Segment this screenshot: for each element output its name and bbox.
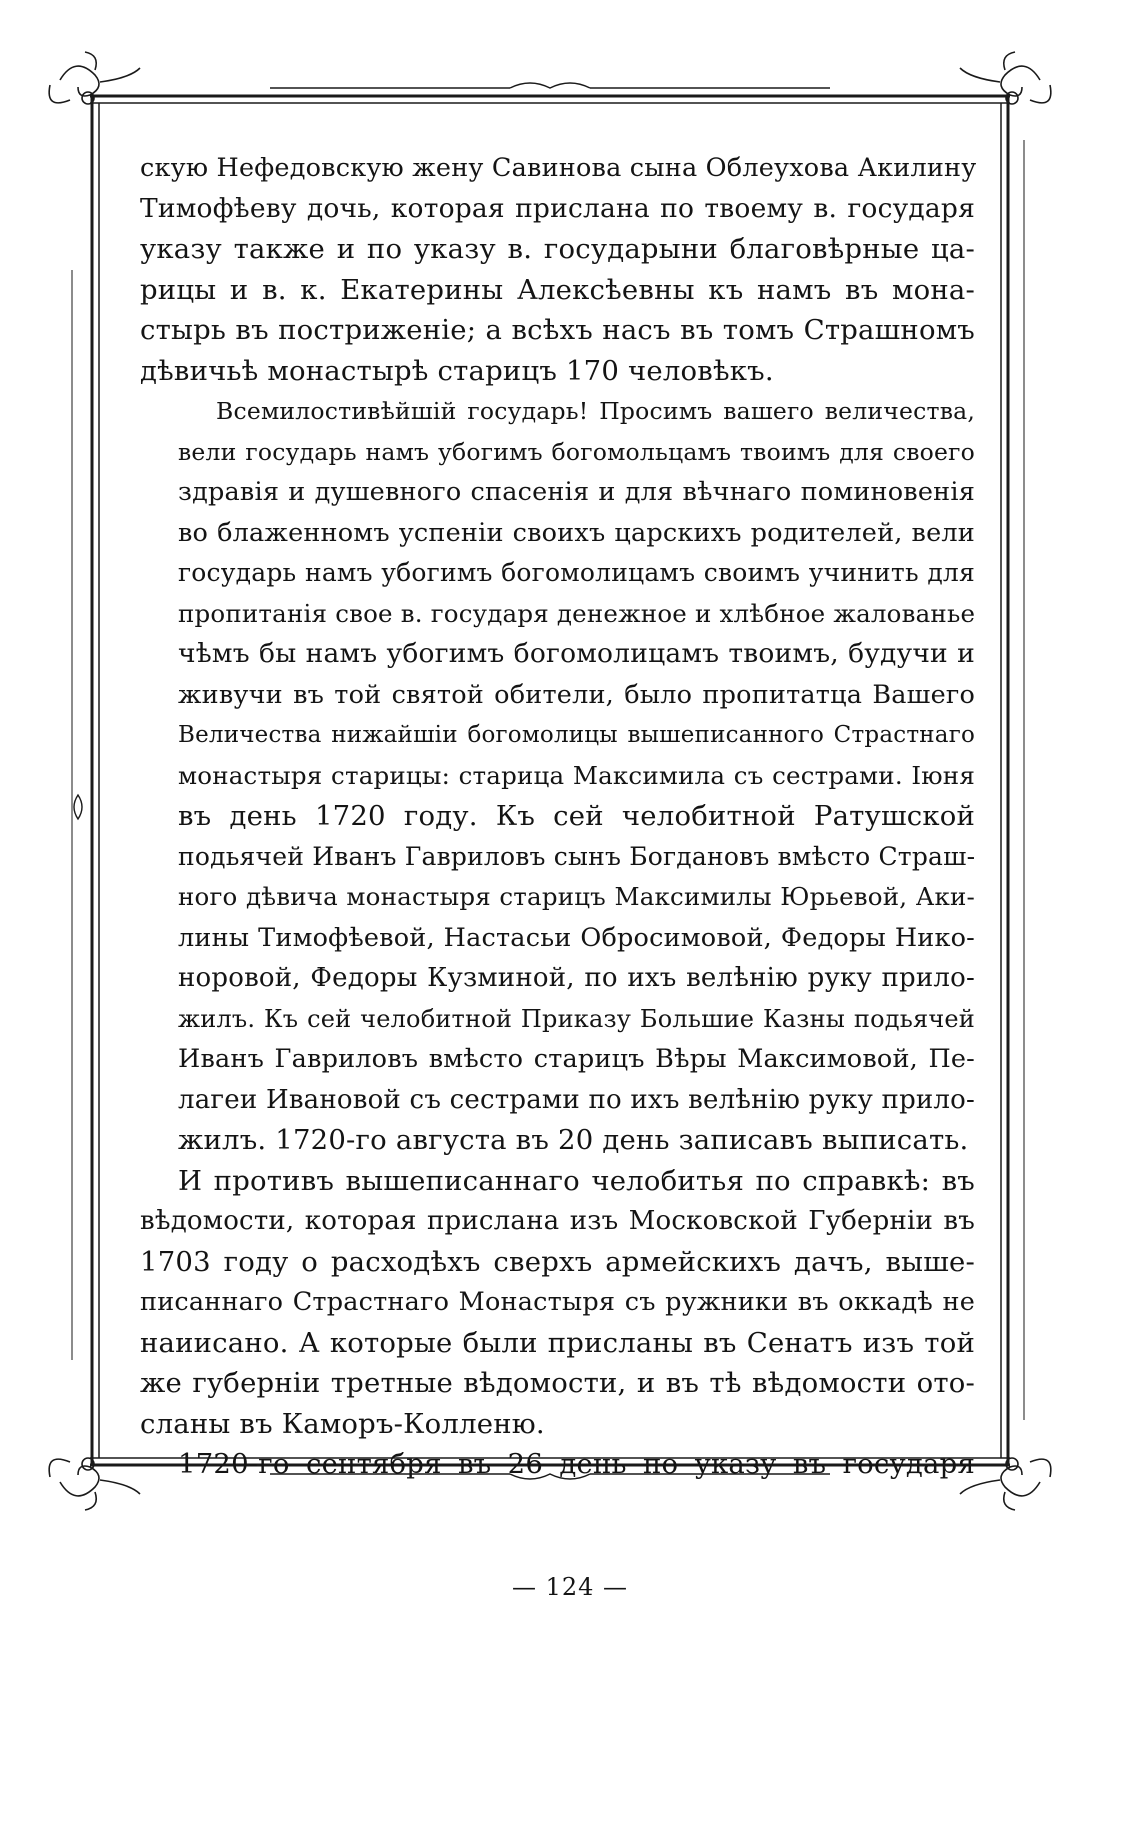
paragraph-1 xyxy=(140,148,975,391)
text-line: жилъ. Къ сей челобитной Приказу Большие Казны подьячей xyxy=(178,1004,975,1033)
text-line: жилъ. 1720-го августа въ 20 день записавъ выписать. xyxy=(178,1124,969,1156)
text-line: скую Нефедовскую жену Савинова сына Облеухова Акилину xyxy=(140,153,977,183)
text-line: Иванъ Гавриловъ вмѣсто старицъ Вѣры Максимовой, Пе- xyxy=(178,1044,975,1074)
text-line: сланы въ Каморъ-Колленю. xyxy=(140,1407,545,1440)
text-line: стырь въ постриженіе; а всѣхъ насъ въ томъ Страшномъ xyxy=(140,314,975,346)
text-line: 1720-го сентября въ 26 день по указу въ государя xyxy=(178,1448,975,1480)
text-line: живучи въ той святой обители, было пропитатца Вашего xyxy=(178,679,975,710)
text-line: во блаженномъ успеніи своихъ царскихъ родителей, вели xyxy=(178,517,975,548)
text-line: же губерніи третные вѣдомости, и въ тѣ вѣдомости ото- xyxy=(140,1367,975,1399)
text-line: норовой, Федоры Кузминой, по ихъ велѣнію руку прило- xyxy=(178,963,975,993)
text-line: рицы и в. к. Екатерины Алексѣевны къ намъ въ мона- xyxy=(140,273,975,306)
page-body-text xyxy=(140,148,975,1485)
text-line: въ день 1720 году. Къ сей челобитной Ратушской xyxy=(178,800,975,832)
text-line: указу также и по указу в. государыни благовѣрные ца- xyxy=(140,233,975,265)
text-line: И противъ вышеписаннаго челобитья по справкѣ: въ xyxy=(178,1164,975,1197)
text-line: лагеи Ивановой съ сестрами по ихъ велѣнію руку прило- xyxy=(178,1084,975,1115)
text-line: Величества нижайшіи богомолицы вышеписанного Страстнаго xyxy=(178,722,975,748)
text-line: Тимофѣеву дочь, которая прислана по твоему в. государя xyxy=(140,192,975,224)
text-line: вѣдомости, которая прислана изъ Московской Губерніи въ xyxy=(140,1206,975,1236)
paragraph-2 xyxy=(140,391,975,1161)
paragraph-4 xyxy=(140,1444,975,1485)
text-line: ного дѣвича монастыря старицъ Максимилы Юрьевой, Аки- xyxy=(178,882,975,911)
text-line: вели государь намъ убогимъ богомольцамъ твоимъ для своего xyxy=(178,437,975,466)
page-number: — 124 — xyxy=(511,1573,629,1601)
text-line: пропитанія свое в. государя денежное и хлѣбное жалованье xyxy=(178,598,976,628)
text-line: писаннаго Страстнаго Монастыря съ ружники въ оккадѣ не xyxy=(140,1287,975,1317)
text-line: 1703 году о расходѣхъ сверхъ армейскихъ дачъ, выше- xyxy=(140,1245,975,1278)
text-line: здравія и душевного спасенія и для вѣчнаго поминовенія xyxy=(178,477,975,507)
text-line: чѣмъ бы намъ убогимъ богомолицамъ твоимъ, будучи и xyxy=(178,638,975,669)
text-line: государь намъ убогимъ богомолицамъ своимъ учинить для xyxy=(178,558,975,587)
text-line: лины Тимофѣевой, Настасьи Обросимовой, Федоры Нико- xyxy=(178,922,975,953)
text-line: Всемилостивѣйшій государь! Просимъ вашего величества, xyxy=(216,397,975,425)
text-line: дѣвичьѣ монастырѣ старицъ 170 человѣкъ. xyxy=(140,354,774,387)
text-line: монастыря старицы: старица Максимила съ сестрами. Іюня xyxy=(178,760,975,790)
paragraph-3 xyxy=(140,1161,975,1445)
side-ornament-left xyxy=(72,270,82,1360)
text-line: наиисано. А которые были присланы въ Сенатъ изъ той xyxy=(140,1326,975,1359)
text-line: подьячей Иванъ Гавриловъ сынъ Богдановъ вмѣсто Страш- xyxy=(178,841,976,871)
